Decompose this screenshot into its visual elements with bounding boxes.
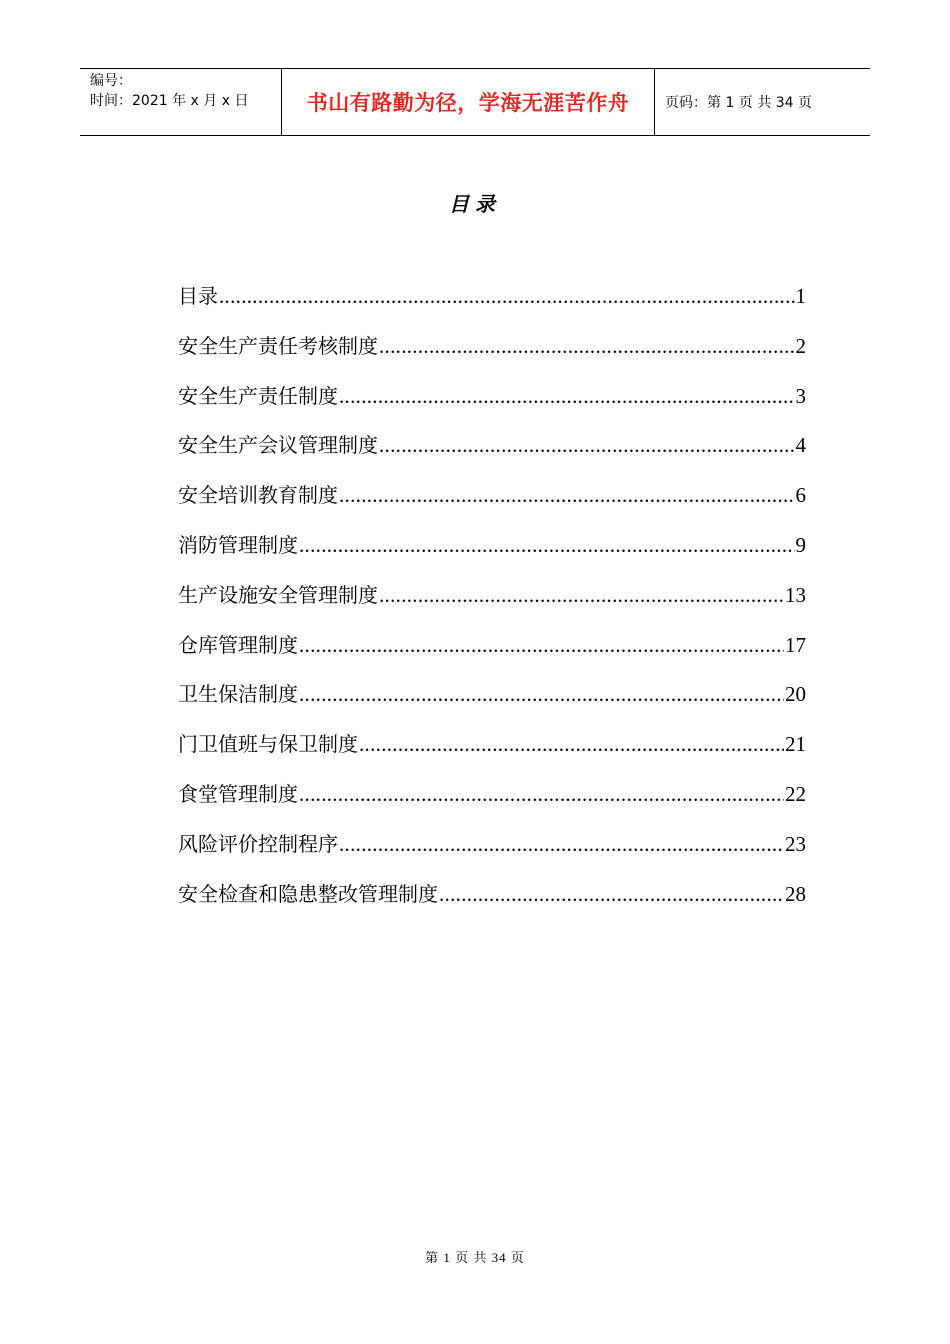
toc-leader-dots [299,782,784,807]
toc-entry[interactable] [178,828,806,878]
toc-entry[interactable] [178,380,806,430]
toc-leader-dots [339,483,795,508]
toc-entry-page: 22 [785,781,806,806]
header-motto: 书山有路勤为径，学海无涯苦作舟 [282,69,655,135]
toc-entry[interactable] [178,529,806,579]
toc-entry-page: 20 [785,682,806,707]
toc-entry-page: 1 [795,284,806,308]
table-of-contents [178,280,806,927]
toc-entry-title: 风险评价控制程序 [178,831,338,856]
toc-leader-dots [339,384,795,409]
toc-leader-dots [339,832,784,857]
toc-entry[interactable] [178,629,806,679]
toc-entry-title: 生产设施安全管理制度 [178,582,378,607]
page-footer: 第 1 页 共 34 页 [425,1250,525,1265]
toc-entry-title: 卫生保洁制度 [178,682,298,707]
toc-entry-page: 9 [795,532,806,557]
toc-entry[interactable] [178,579,806,629]
toc-entry[interactable] [178,330,806,380]
toc-entry-page: 28 [785,881,806,906]
toc-entry-page: 6 [795,483,806,508]
page-header [80,68,870,136]
toc-entry-title: 仓库管理制度 [178,632,298,657]
toc-leader-dots [439,882,784,907]
toc-entry-title: 食堂管理制度 [178,781,298,806]
toc-entry[interactable] [178,429,806,479]
header-meta [80,69,282,135]
toc-entry-title: 安全检查和隐患整改管理制度 [178,881,438,906]
toc-leader-dots [299,682,784,707]
toc-leader-dots [379,433,795,458]
document-number-label: 编号： [90,73,132,89]
toc-entry-title: 安全培训教育制度 [178,483,338,508]
header-page-info: 页码：第 1 页 共 34 页 [665,95,812,111]
toc-entry-title: 消防管理制度 [178,532,298,557]
toc-entry-page: 4 [795,433,806,458]
toc-entry[interactable] [178,678,806,728]
toc-entry-page: 2 [795,333,806,358]
toc-entry[interactable] [178,280,806,330]
toc-leader-dots [379,334,795,359]
document-time-label: 时间：2021 年 x 月 x 日 [90,93,249,109]
toc-leader-dots [299,633,784,658]
toc-leader-dots [219,284,795,309]
toc-entry[interactable] [178,878,806,928]
toc-entry-page: 23 [785,831,806,856]
toc-entry-title: 安全生产会议管理制度 [178,433,378,458]
toc-entry[interactable] [178,728,806,778]
toc-entry[interactable] [178,778,806,828]
toc-entry[interactable] [178,479,806,529]
toc-entry-page: 21 [785,732,806,757]
toc-entry-page: 13 [785,582,806,607]
toc-entry-page: 17 [785,632,806,657]
toc-entry-title: 门卫值班与保卫制度 [178,732,358,757]
toc-entry-page: 3 [795,383,806,408]
toc-leader-dots [379,583,784,608]
page-title: 目录 [449,192,501,216]
toc-entry-title: 安全生产责任制度 [178,383,338,408]
toc-leader-dots [299,533,795,558]
toc-entry-title: 目录 [178,284,218,308]
toc-leader-dots [359,732,784,757]
toc-entry-title: 安全生产责任考核制度 [178,333,378,358]
